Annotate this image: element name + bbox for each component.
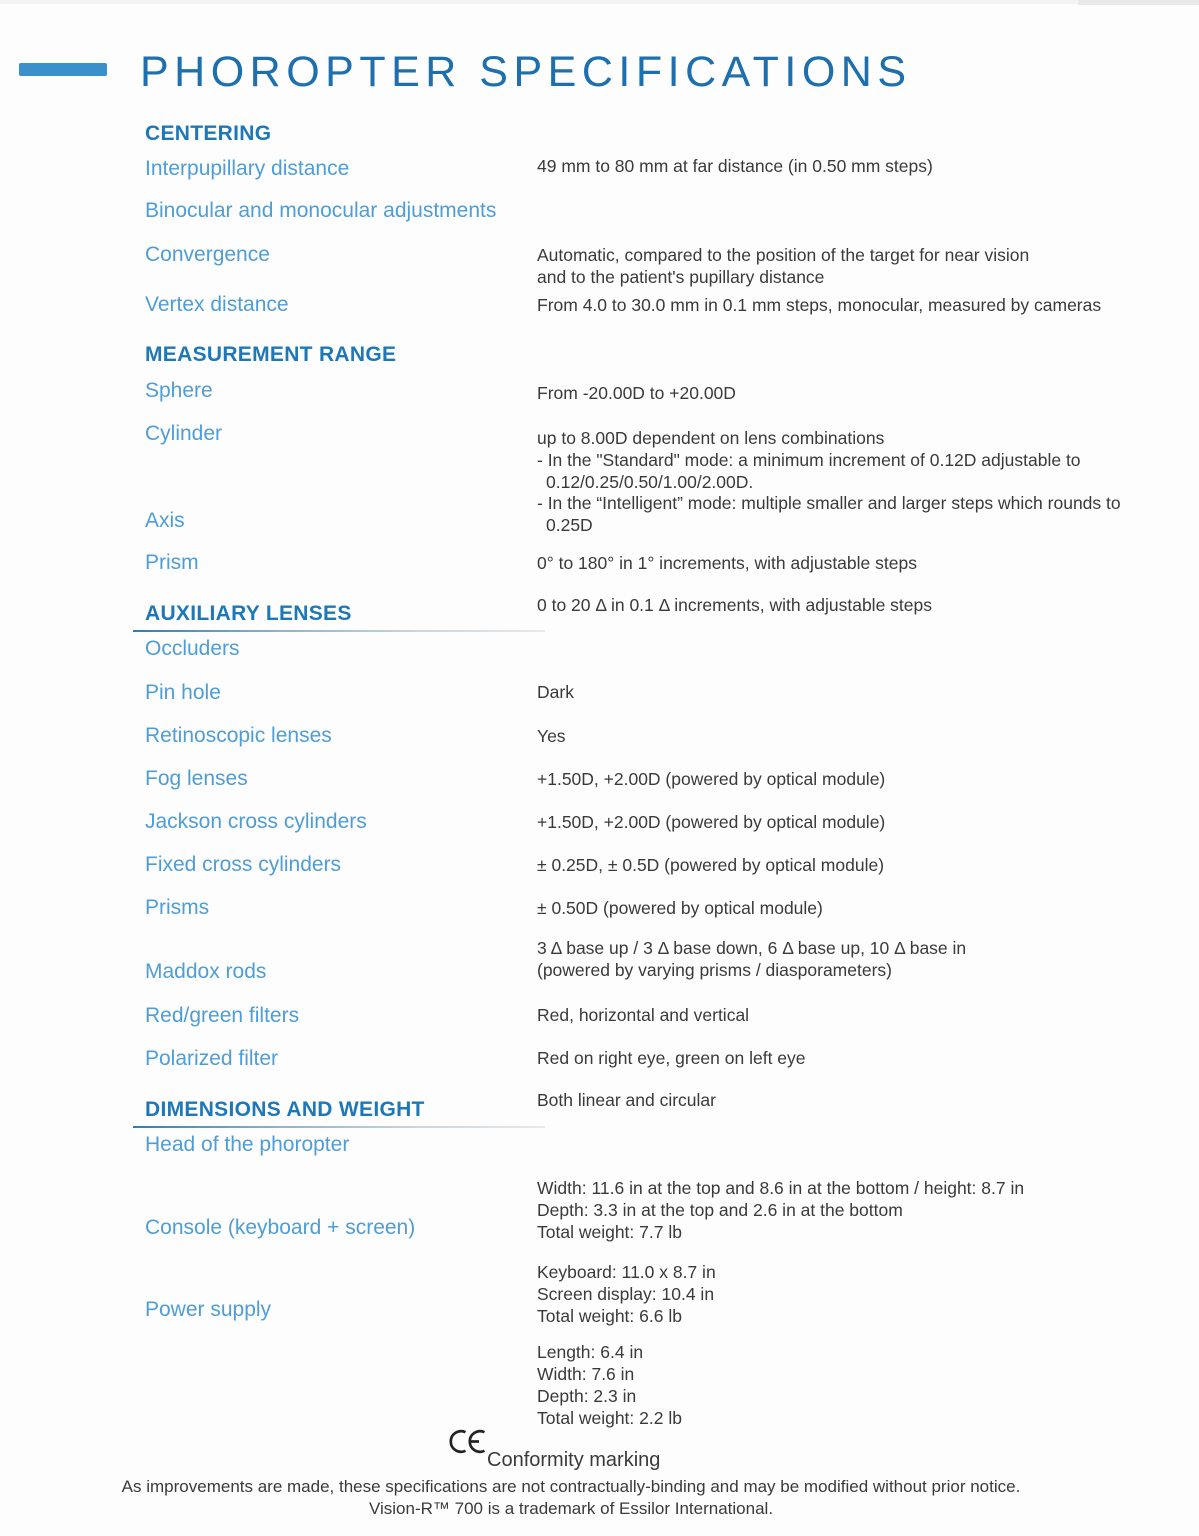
spec-label-prisms: Prisms <box>145 896 210 919</box>
spec-label-cylinder: Cylinder <box>145 422 223 445</box>
spec-value-cylinder-line3: 0.12/0.25/0.50/1.00/2.00D. <box>546 472 754 492</box>
spec-value-sphere: From -20.00D to +20.00D <box>537 383 736 403</box>
spec-value-cylinder-line2: - In the "Standard" mode: a minimum increment of 0.12D adjustable to <box>537 450 1081 470</box>
spec-label-axis: Axis <box>145 509 185 532</box>
section-underline-dimensions <box>133 1126 545 1128</box>
conformity-marking-label: Conformity marking <box>487 1449 661 1471</box>
spec-label-fixed-cross-cylinders: Fixed cross cylinders <box>145 853 342 876</box>
spec-label-pin-hole: Pin hole <box>145 681 221 704</box>
spec-value-cylinder-line5: 0.25D <box>546 515 593 535</box>
spec-value-cylinder-line4: - In the “Intelligent” mode: multiple smaller and larger steps which rounds to <box>537 493 1121 513</box>
spec-label-binocular-monocular-adjustments: Binocular and monocular adjustments <box>145 199 497 222</box>
spec-label-console: Console (keyboard + screen) <box>145 1216 416 1239</box>
spec-label-polarized-filter: Polarized filter <box>145 1047 279 1070</box>
spec-label-interpupillary-distance: Interpupillary distance <box>145 157 350 180</box>
spec-label-convergence: Convergence <box>145 243 270 266</box>
spec-value-power-weight: Total weight: 2.2 lb <box>537 1408 682 1428</box>
spec-label-vertex-distance: Vertex distance <box>145 293 289 316</box>
section-heading-dimensions-weight: DIMENSIONS AND WEIGHT <box>145 1098 425 1121</box>
disclaimer-line-1: As improvements are made, these specifications are not contractually-binding and may be modified without prior notice. <box>121 1477 1021 1496</box>
spec-label-prism: Prism <box>145 551 199 574</box>
section-heading-auxiliary-lenses: AUXILIARY LENSES <box>145 602 352 625</box>
spec-value-console-screen: Screen display: 10.4 in <box>537 1284 715 1304</box>
spec-label-occluders: Occluders <box>145 637 240 660</box>
spec-value-auxiliary-range: 0 to 20 Δ in 0.1 Δ increments, with adjustable steps <box>537 595 932 615</box>
spec-value-head-width: Width: 11.6 in at the top and 8.6 in at the bottom / height: 8.7 in <box>537 1178 1025 1198</box>
spec-value-head-depth: Depth: 3.3 in at the top and 2.6 in at the bottom <box>537 1200 903 1220</box>
spec-value-console-weight: Total weight: 6.6 lb <box>537 1306 682 1326</box>
scan-edge-strip <box>0 0 1199 4</box>
spec-value-pin-hole: Dark <box>537 682 574 702</box>
spec-value-fixed-cross-cylinders: ± 0.25D, ± 0.5D (powered by optical module) <box>537 855 885 875</box>
spec-value-power-length: Length: 6.4 in <box>537 1342 644 1362</box>
ce-mark-icon <box>449 1428 485 1460</box>
spec-label-jackson-cross-cylinders: Jackson cross cylinders <box>145 810 367 833</box>
spec-value-polarized-type: Both linear and circular <box>537 1090 716 1110</box>
disclaimer-line-2: Vision-R™ 700 is a trademark of Essilor International. <box>368 1499 774 1518</box>
spec-value-cylinder-line1: up to 8.00D dependent on lens combinations <box>537 428 885 448</box>
section-heading-centering: CENTERING <box>145 122 272 145</box>
spec-value-fog-lenses: +1.50D, +2.00D (powered by optical module) <box>537 769 886 789</box>
spec-label-maddox-rods: Maddox rods <box>145 960 267 983</box>
spec-value-convergence-line2: and to the patient's pupillary distance <box>537 267 825 287</box>
spec-value-power-width: Width: 7.6 in <box>537 1364 635 1384</box>
spec-value-maddox-rods-line2: (powered by varying prisms / diasporameters) <box>537 960 892 980</box>
spec-value-prism: 0° to 180° in 1° increments, with adjustable steps <box>537 553 917 573</box>
section-underline-auxiliary <box>133 630 545 632</box>
spec-value-console-keyboard: Keyboard: 11.0 x 8.7 in <box>537 1262 716 1282</box>
spec-label-retinoscopic-lenses: Retinoscopic lenses <box>145 724 332 747</box>
spec-value-jackson-cross-cylinders: +1.50D, +2.00D (powered by optical module) <box>537 812 886 832</box>
spec-value-vertex-distance: From 4.0 to 30.0 mm in 0.1 mm steps, monocular, measured by cameras <box>537 295 1102 315</box>
spec-value-convergence-line1: Automatic, compared to the position of the target for near vision <box>537 245 1030 265</box>
spec-label-red-green-filters: Red/green filters <box>145 1004 300 1027</box>
spec-label-sphere: Sphere <box>145 379 213 402</box>
spec-value-prisms: ± 0.50D (powered by optical module) <box>537 898 823 918</box>
page-title: PHOROPTER SPECIFICATIONS <box>140 48 912 96</box>
spec-value-maddox-rods-line1: 3 Δ base up / 3 Δ base down, 6 Δ base up, 10 Δ base in <box>537 938 967 958</box>
spec-value-polarized-filter: Red on right eye, green on left eye <box>537 1048 806 1068</box>
section-heading-measurement-range: MEASUREMENT RANGE <box>145 343 397 366</box>
spec-value-head-weight: Total weight: 7.7 lb <box>537 1222 682 1242</box>
spec-label-fog-lenses: Fog lenses <box>145 767 248 790</box>
spec-label-head-of-phoropter: Head of the phoropter <box>145 1133 350 1156</box>
spec-label-power-supply: Power supply <box>145 1298 272 1321</box>
title-dash-decoration <box>19 63 107 76</box>
scan-edge-strip-dark <box>1078 0 1199 5</box>
spec-value-interpupillary-distance: 49 mm to 80 mm at far distance (in 0.50 mm steps) <box>537 156 933 176</box>
spec-value-power-depth: Depth: 2.3 in <box>537 1386 637 1406</box>
spec-value-red-green-filters: Red, horizontal and vertical <box>537 1005 750 1025</box>
spec-value-retinoscopic-lenses: Yes <box>537 726 566 746</box>
